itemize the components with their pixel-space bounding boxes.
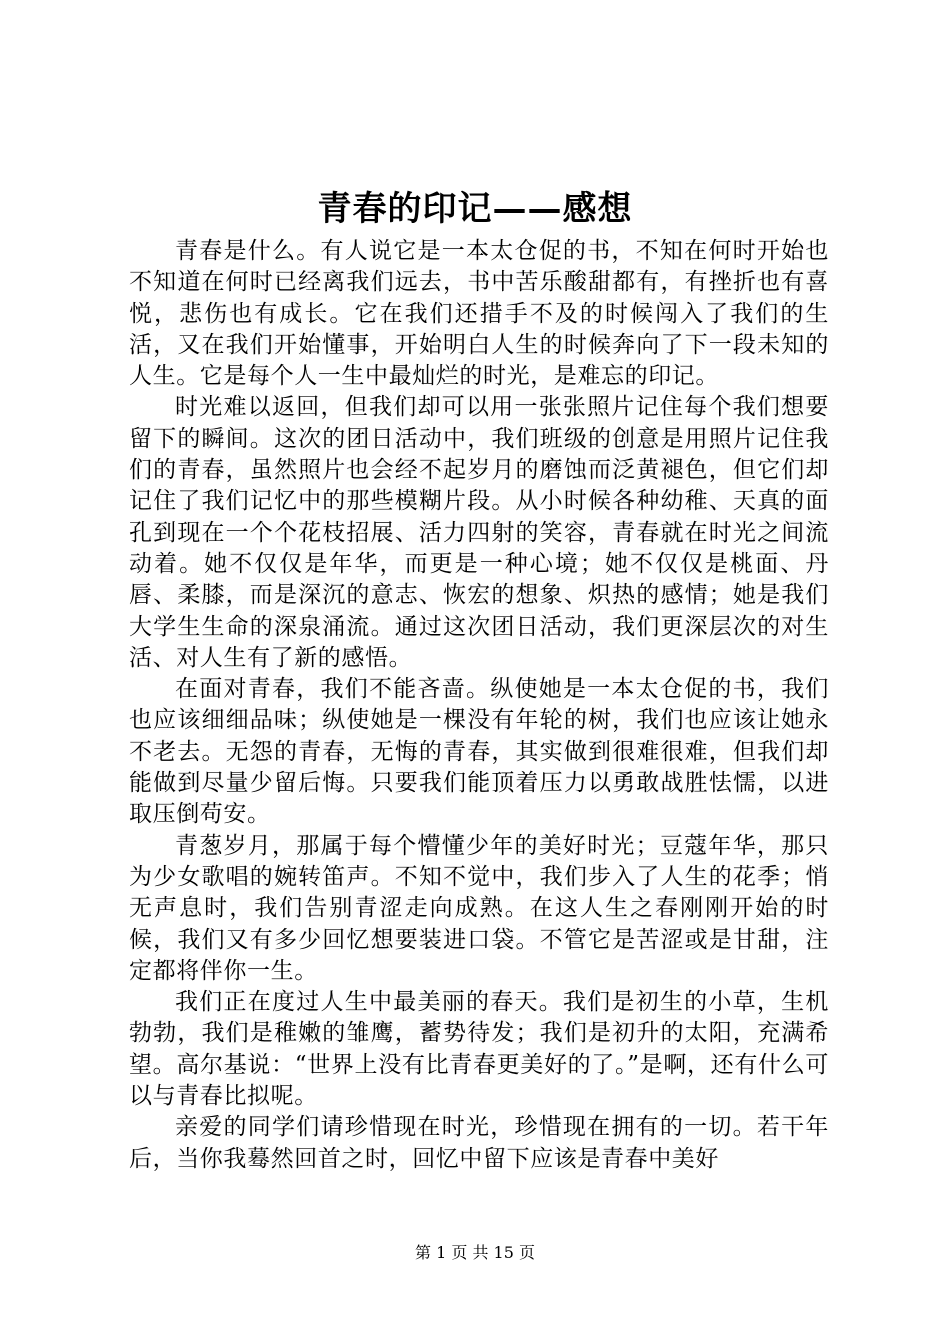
paragraph-3: 在面对青春，我们不能吝啬。纵使她是一本太仓促的书，我们也应该细细品味；纵使她是一棵没有年轮的树，我们也应该让她永不老去。无怨的青春，无悔的青春，其实做到很难很难，但我们却能做到尽量少留后悔。只要我们能顶着压力以勇敢战胜怯懦，以进取压倒苟安。 xyxy=(129,676,829,828)
paragraph-1: 青春是什么。有人说它是一本太仓促的书，不知在何时开始也不知道在何时已经离我们远去，书中苦乐酸甜都有，有挫折也有喜悦，悲伤也有成长。它在我们还措手不及的时候闯入了我们的生活，又在我们开始懂事，开始明白人生的时候奔向了下一段未知的人生。它是每个人一生中最灿烂的时光，是难忘的印记。 xyxy=(129,238,829,390)
document-title: 青春的印记——感想 xyxy=(317,189,633,229)
paragraph-4: 青葱岁月，那属于每个懵懂少年的美好时光；豆蔻年华，那只为少女歌唱的婉转笛声。不知不觉中，我们步入了人生的花季；悄无声息时，我们告别青涩走向成熟。在这人生之春刚刚开始的时候，我们又有多少回忆想要装进口袋。不管它是苦涩或是甘甜，注定都将伴你一生。 xyxy=(129,832,829,984)
paragraph-2: 时光难以返回，但我们却可以用一张张照片记住每个我们想要留下的瞬间。这次的团日活动中，我们班级的创意是用照片记住我们的青春，虽然照片也会经不起岁月的磨蚀而泛黄褪色，但它们却记住了我们记忆中的那些模糊片段。从小时候各种幼稚、天真的面孔到现在一个个花枝招展、活力四射的笑容，青春就在时光之间流动着。她不仅仅是年华，而更是一种心境；她不仅仅是桃面、丹唇、柔膝，而是深沉的意志、恢宏的想象、炽热的感情；她是我们大学生生命的深泉涌流。通过这次团日活动，我们更深层次的对生活、对人生有了新的感悟。 xyxy=(129,394,829,671)
paragraph-6: 亲爱的同学们请珍惜现在时光，珍惜现在拥有的一切。若干年后，当你我蓦然回首之时，回忆中留下应该是青春中美好 xyxy=(129,1114,829,1172)
page-number-footer: 第 1 页 共 15 页 xyxy=(415,1243,535,1262)
document-body xyxy=(129,236,829,1175)
paragraph-5: 我们正在度过人生中最美丽的春天。我们是初生的小草，生机勃勃，我们是稚嫩的雏鹰，蓄势待发；我们是初升的太阳，充满希望。高尔基说：“世界上没有比青春更美好的了。”是啊，还有什么可以与青春比拟呢。 xyxy=(129,989,829,1110)
